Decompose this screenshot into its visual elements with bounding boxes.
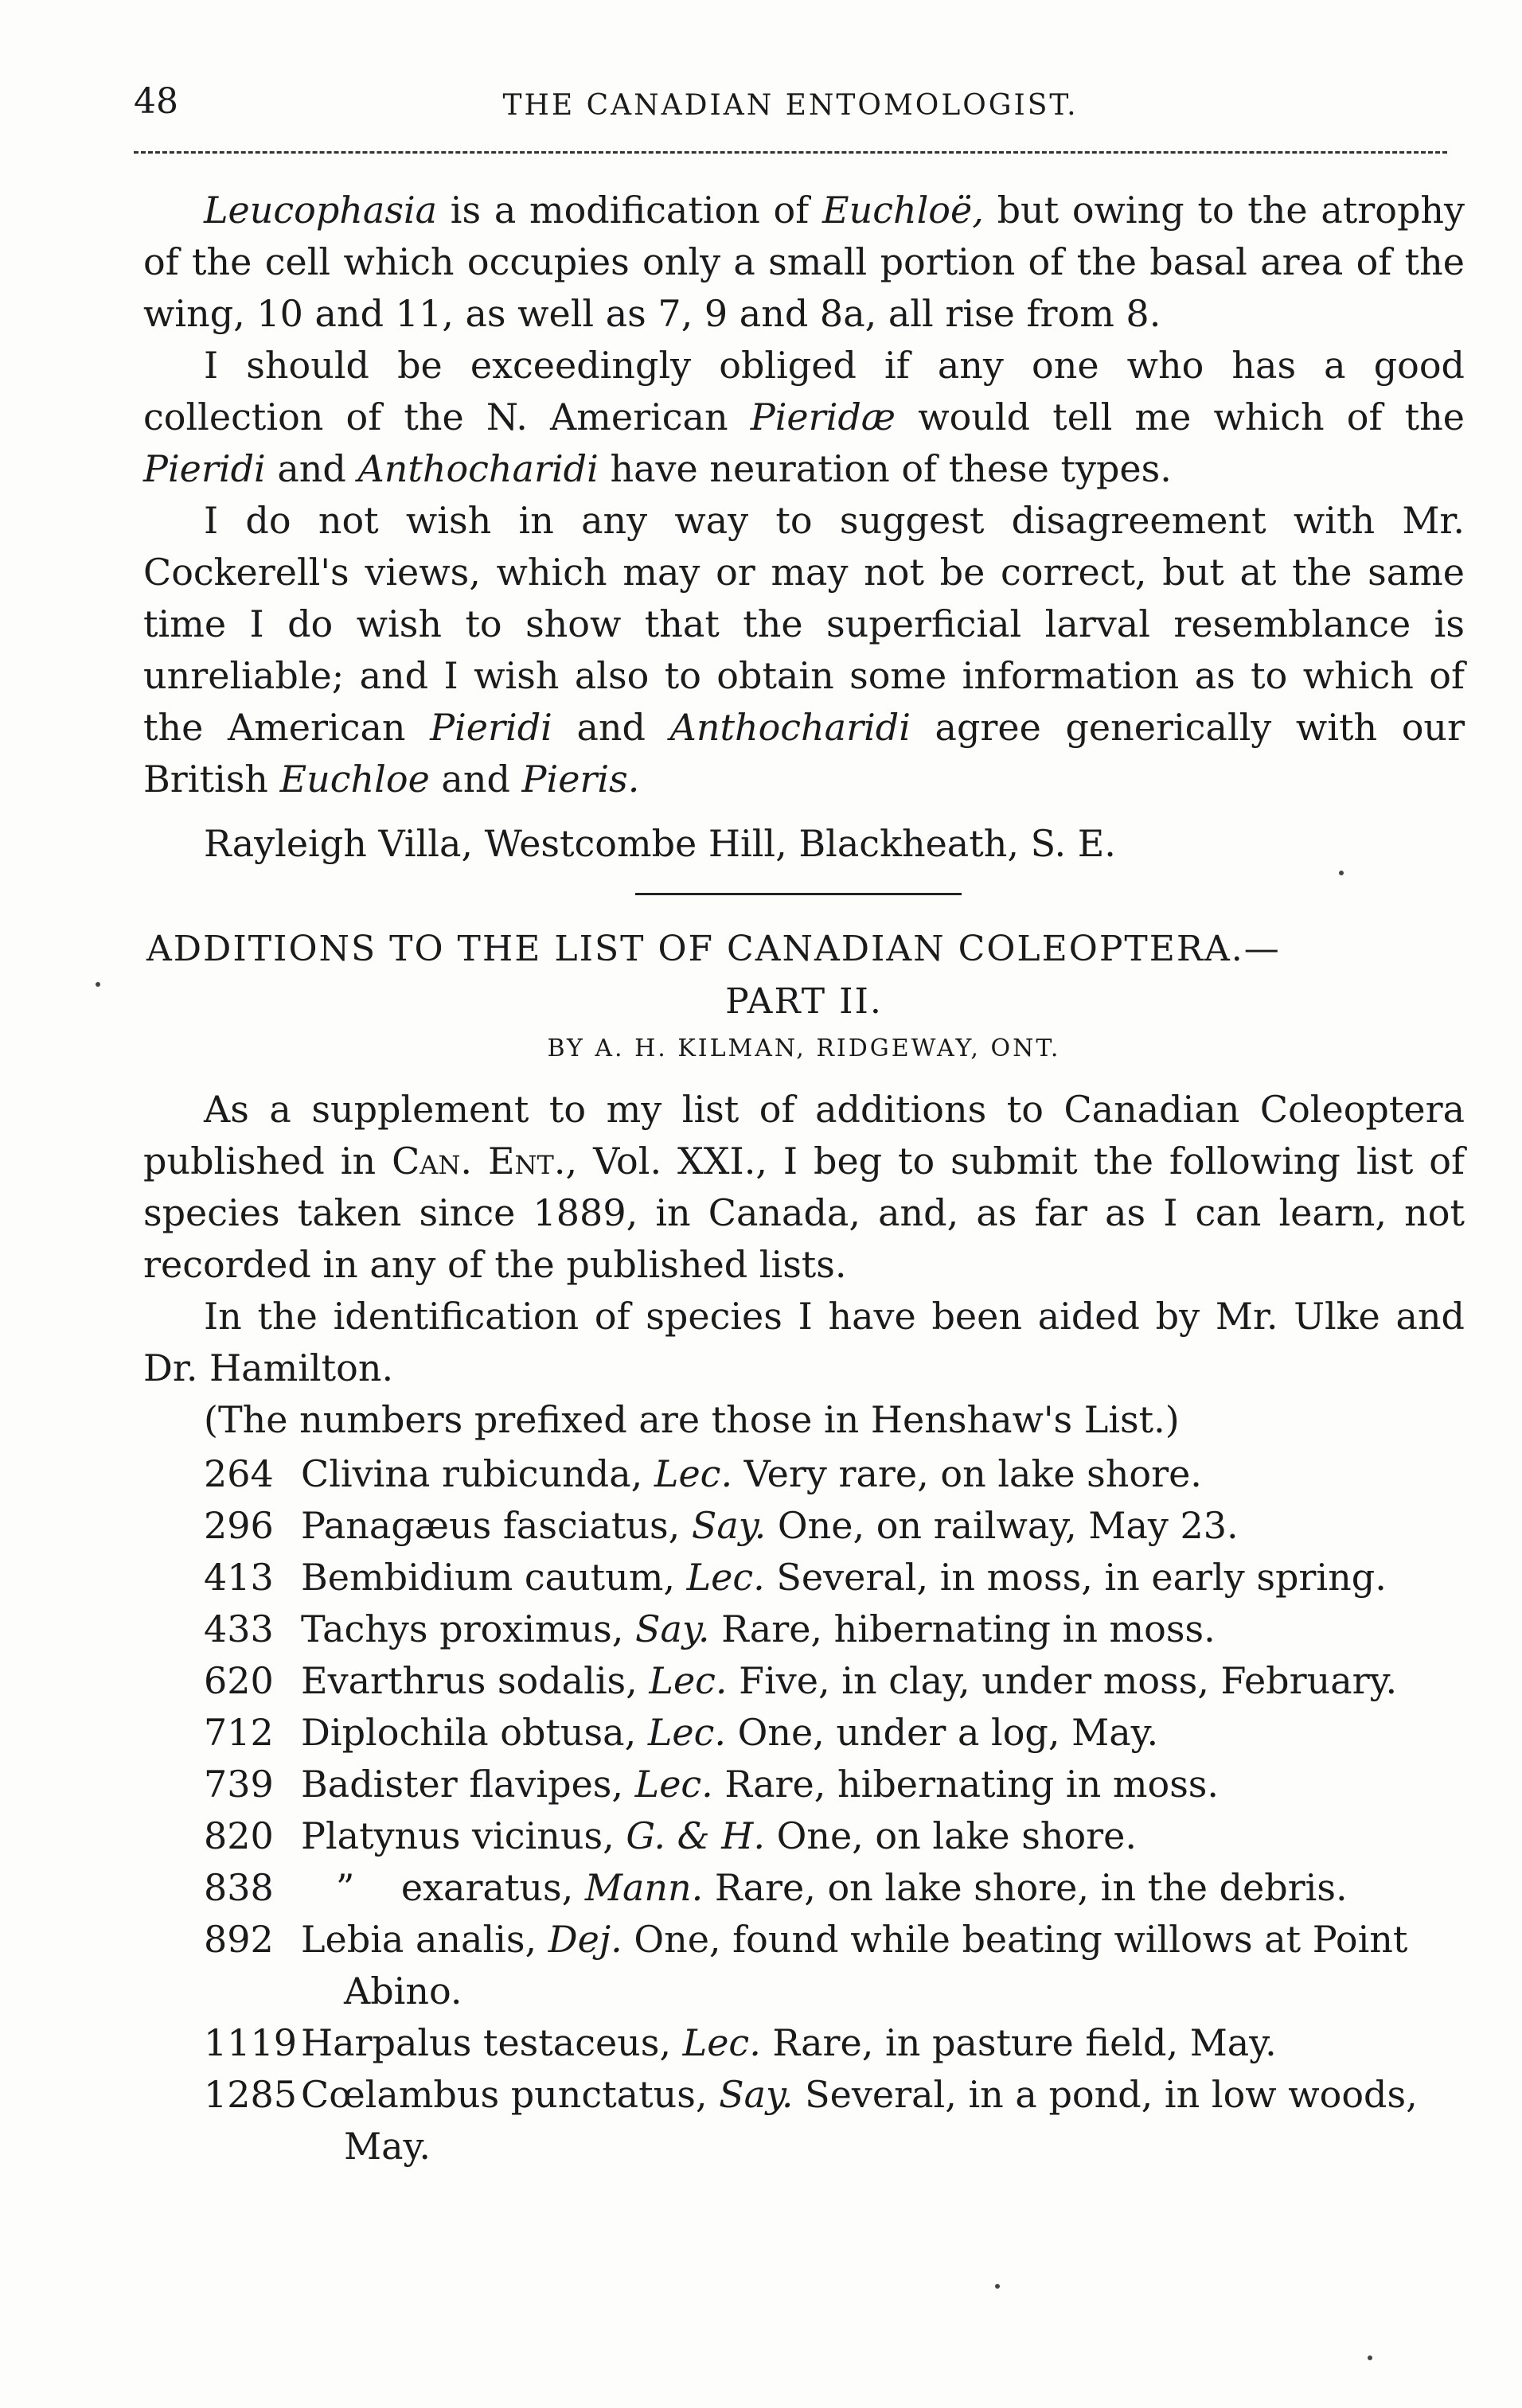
species-entry [204,1500,1469,1552]
taxon-name: Euchloe [279,758,430,801]
species-name: Badister flavipes, [301,1763,635,1806]
species-text [301,1914,1469,1966]
paragraph: In the identification of species I have been aided by Mr. Ulke and Dr. Hamilton. [143,1295,1465,1389]
journal-abbrev: Can. Ent. [392,1140,566,1183]
species-note-continuation: Abino. [344,1970,462,2013]
species-author: Mann. [584,1866,704,1909]
species-entry [204,1914,1469,1966]
species-entry [204,1552,1469,1603]
taxon-name: Anthocharidi [669,706,911,749]
species-author: Say. [635,1607,710,1650]
article-title-line1: ADDITIONS TO THE LIST OF CANADIAN COLEOPTERA.— [146,929,1281,969]
henshaw-number: 296 [204,1504,274,1547]
species-text [301,2069,1469,2121]
species-entry [204,2017,1469,2069]
species-name: Evarthrus sodalis, [301,1659,650,1702]
text-run: would tell me which of the [896,395,1465,438]
article-title [143,923,1465,1028]
species-author: Lec. [647,1711,726,1754]
species-author: G. & H. [626,1814,765,1857]
henshaw-number: 413 [204,1556,274,1599]
text-run: and [429,758,522,801]
article-intro [143,1084,1465,1446]
taxon-name: Pieridæ [750,395,896,438]
taxon-name: Pieridi [430,706,552,749]
header-rule [134,151,1447,154]
henshaw-number: 433 [204,1607,274,1650]
species-text [301,1552,1469,1603]
species-note: One, found while beating willows at Point [622,1918,1408,1961]
species-note: Five, in clay, under moss, February. [727,1659,1398,1702]
text-run: I do not wish in any way to suggest disagreement with Mr. Cockerell's views, which may or may not be correct, but at the same time I do wish to show that the superficial larval resemblance is unreliable; and I wish also to obtain some information as to which of the American [143,499,1465,749]
page-header [134,65,1447,129]
species-author: Lec. [634,1763,713,1806]
print-speck [96,982,100,987]
paragraph [143,495,1465,805]
henshaw-number: 1285 [204,2073,298,2116]
article-title-line2: PART II. [725,981,883,1022]
species-name: Harpalus testaceus, [301,2021,683,2064]
species-text [301,1862,1469,1914]
text-run: is a modification of [437,189,822,232]
species-note: Rare, on lake shore, in the debris. [703,1866,1348,1909]
taxon-name: Leucophasia [204,189,438,232]
species-note: One, on railway, May 23. [766,1504,1239,1547]
henshaw-number: 739 [204,1763,274,1806]
print-speck [1339,871,1344,875]
species-name: Bembidium cautum, [301,1556,687,1599]
species-name: Clivina rubicunda, [301,1452,654,1495]
section-divider [635,893,962,895]
species-text [301,1448,1469,1500]
henshaw-number: 838 [204,1866,274,1909]
species-name: Panagæus fasciatus, [301,1504,692,1547]
species-text [301,2017,1469,2069]
species-author: Lec. [682,2021,761,2064]
species-author: Say. [691,1504,767,1547]
species-note: One, under a log, May. [726,1711,1159,1754]
print-speck [1368,2355,1372,2360]
species-note: Several, in moss, in early spring. [764,1556,1387,1599]
species-entry [204,1810,1469,1862]
section-previous-article [143,185,1465,805]
text-run: agree generically with our British [143,706,1465,801]
paragraph [143,340,1465,495]
species-text [301,1810,1469,1862]
paragraph [143,1084,1465,1291]
species-author: Say. [719,2073,794,2116]
species-entry [204,1603,1469,1655]
text-run: As a supplement to my list of additions to Canadian Coleoptera published in [143,1088,1465,1183]
text-run: , Vol. XXI., I beg to submit the following list of species taken since 1889, in Canada, and, as far as I can learn, not recorded in any of the published lists. [143,1140,1465,1286]
paragraph [143,185,1465,340]
species-note-continuation: May. [344,2125,431,2168]
species-name: ” exaratus, [301,1866,585,1909]
species-note: Rare, hibernating in moss. [709,1607,1216,1650]
species-entry [204,1707,1469,1759]
species-text [301,1759,1469,1810]
taxon-name: Pieridi [143,447,266,490]
taxon-name: Anthocharidi [357,447,599,490]
species-entry [204,2069,1469,2121]
print-speck [995,2284,1000,2289]
running-title: THE CANADIAN ENTOMOLOGIST. [502,89,1079,122]
taxon-name: Pieris. [521,758,640,801]
author-address: Rayleigh Villa, Westcombe Hill, Blackheath, S. E. [204,822,1116,865]
species-note: Rare, hibernating in moss. [712,1763,1220,1806]
species-author: Lec. [654,1452,733,1495]
henshaw-number: 892 [204,1918,274,1961]
species-note: Rare, in pasture field, May. [760,2021,1277,2064]
text-run: but owing to the atrophy of the cell which occupies only a small portion of the basal area of the wing, 10 and 11, as well as 7, 9 and 8a, all rise from 8. [143,189,1465,335]
species-text [301,1500,1469,1552]
henshaw-number: 712 [204,1711,274,1754]
species-name: Platynus vicinus, [301,1814,626,1857]
henshaw-number: 1119 [204,2021,298,2064]
species-note: One, on lake shore. [764,1814,1137,1857]
article-byline: BY A. H. KILMAN, RIDGEWAY, ONT. [547,1035,1061,1062]
text-run: I should be exceedingly obliged if any one who has a good collection of the N. American [143,344,1465,438]
page-number: 48 [134,81,178,122]
species-entry [204,1759,1469,1810]
species-name: Tachys proximus, [301,1607,636,1650]
text-run: and [552,706,670,749]
species-author: Dej. [548,1918,622,1961]
species-note: Several, in a pond, in low woods, [793,2073,1418,2116]
species-entry [204,1448,1469,1500]
species-text [301,1707,1469,1759]
text-run: and [265,447,358,490]
henshaw-number: 820 [204,1814,274,1857]
species-entry [204,1655,1469,1707]
species-text [301,1655,1469,1707]
species-author: Lec. [686,1556,765,1599]
species-name: Diplochila obtusa, [301,1711,648,1754]
text-run: have neuration of these types. [598,447,1172,490]
species-author: Lec. [649,1659,728,1702]
species-list [204,1448,1469,2172]
species-entry [204,1862,1469,1914]
paragraph: (The numbers prefixed are those in Henshaw's List.) [204,1398,1180,1441]
species-name: Cœlambus punctatus, [301,2073,720,2116]
henshaw-number: 264 [204,1452,274,1495]
henshaw-number: 620 [204,1659,274,1702]
species-note: Very rare, on lake shore. [732,1452,1202,1495]
species-name: Lebia analis, [301,1918,548,1961]
taxon-name: Euchloë, [822,189,984,232]
species-text [301,1603,1469,1655]
